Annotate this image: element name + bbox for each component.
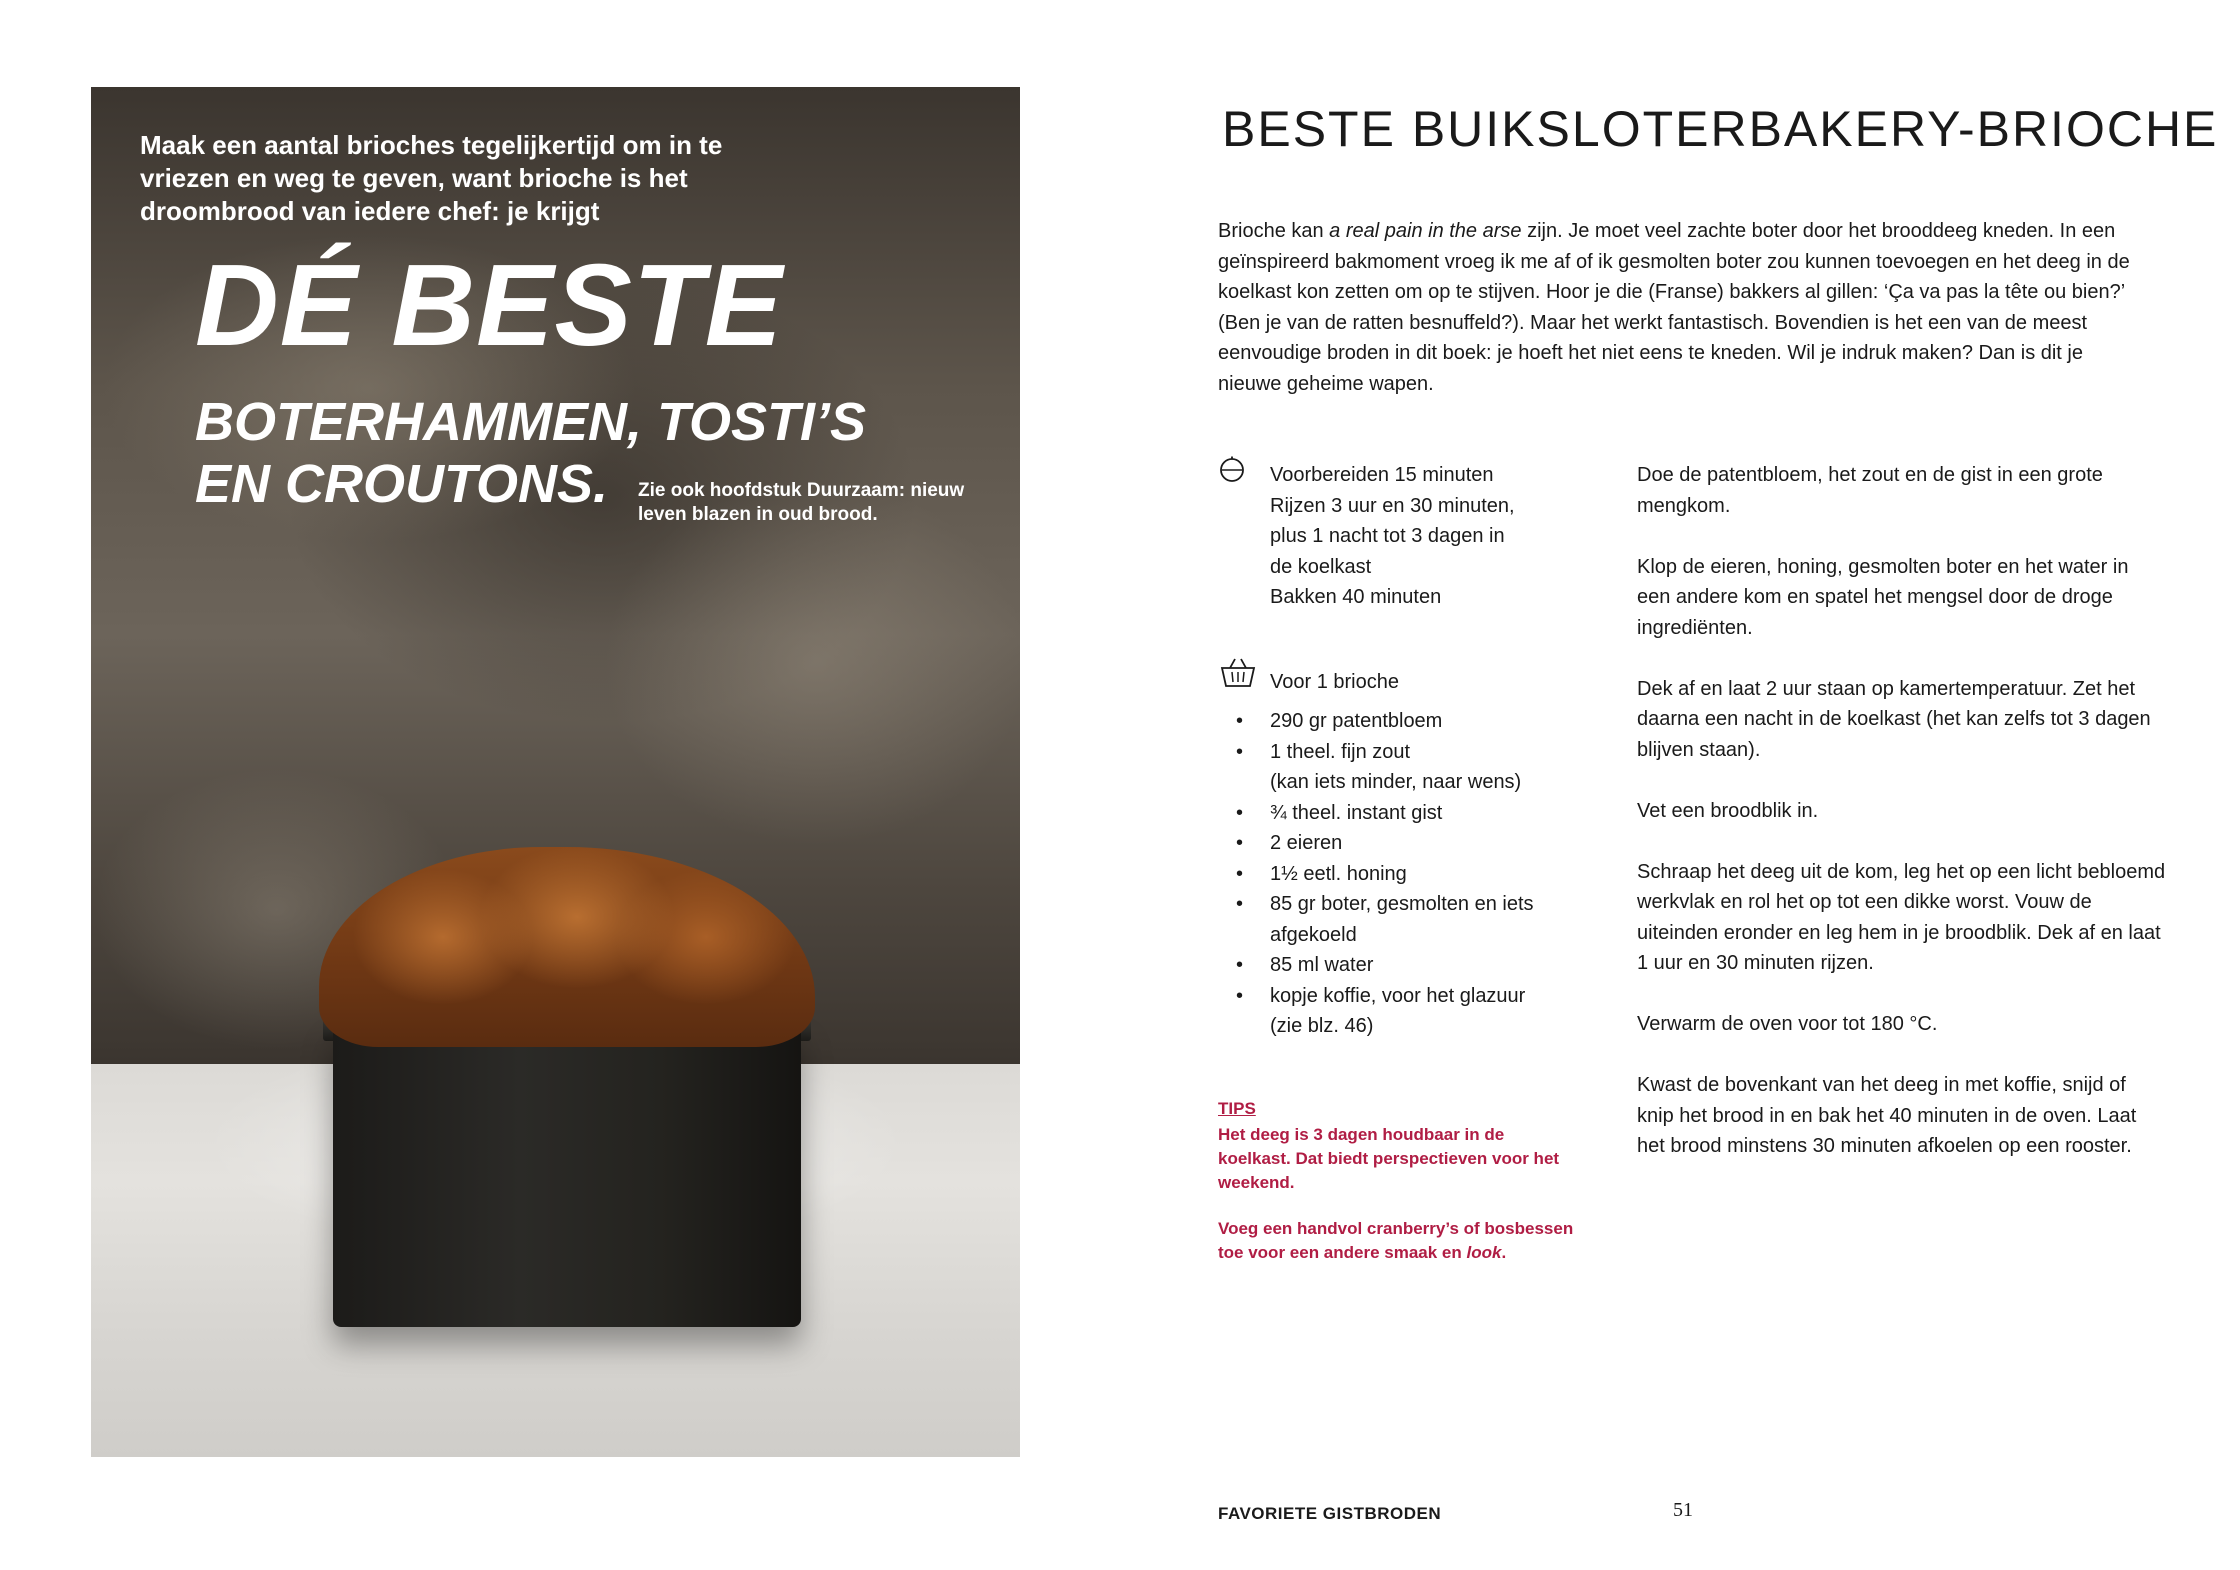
list-item — [1218, 859, 1618, 890]
recipe-intro — [1218, 216, 2150, 399]
timing-lines — [1270, 460, 1600, 613]
ingredient-sub: afgekoeld — [1270, 923, 1357, 946]
ingredients-label: Voor 1 brioche — [1270, 671, 1399, 693]
ingredient-line: 2 eieren — [1270, 832, 1343, 854]
headline-line-2: BOTERHAMMEN, TOSTI’S — [195, 392, 867, 452]
tip-2-text: Voeg een handvol cranberry’s of bosbessen toe voor een andere smaak en — [1218, 1219, 1574, 1262]
intro-part-2: zijn. Je moet veel zachte boter door het brooddeeg kneden. In een geïnspireerd bakmoment vroeg ik me af of ik gesmolten boter zou kunnen toevoegen en het deeg in de koelkast kon zetten om op te stijven. Hoor je die (Franse) bakkers al gillen: ‘Ça va pas la tête ou bien?’ (Ben je van de ratten besnuffeld?). Maar het werkt fantastisch. Bovendien is het een van de meest eenvoudige broden in dit boek: je hoeft het niet eens te kneden. Wil je indruk maken? Dan is dit je nieuwe geheime wapen. — [1218, 220, 2130, 395]
bullet-icon: • — [1236, 710, 1244, 732]
bullet-icon: • — [1236, 954, 1244, 976]
timing-line: Voorbereiden 15 minuten — [1270, 464, 1494, 486]
brioche-photo — [91, 87, 1020, 1457]
brioche-loaf — [319, 847, 815, 1047]
tip-2 — [1218, 1217, 1578, 1265]
list-item — [1218, 981, 1618, 1042]
headline-big: DÉ BESTE — [195, 240, 784, 370]
tips-heading: TIPS — [1218, 1099, 1256, 1118]
ingredient-line: 1½ eetl. honing — [1270, 862, 1407, 885]
ingredient-line: 290 gr patentbloem — [1270, 710, 1443, 732]
step: Doe de patentbloem, het zout en de gist in een grote mengkom. — [1637, 464, 2103, 517]
tip-2-emphasis: look — [1466, 1243, 1502, 1262]
tips-block — [1218, 1097, 1578, 1287]
ingredient-sub: (zie blz. 46) — [1270, 1015, 1374, 1037]
tip-1: Het deeg is 3 dagen houdbaar in de koelkast. Dat biedt perspectieven voor het weekend. — [1218, 1125, 1560, 1192]
list-item — [1218, 798, 1618, 829]
chapter-footer: FAVORIETE GISTBRODEN — [1218, 1504, 1442, 1523]
list-item — [1218, 737, 1618, 798]
ingredient-line: 85 gr boter, gesmolten en iets — [1270, 893, 1534, 915]
timer-icon — [1218, 455, 1246, 483]
list-item — [1218, 889, 1618, 950]
loaf-tin — [333, 1027, 801, 1327]
bullet-icon: • — [1236, 984, 1244, 1007]
step: Kwast de bovenkant van het deeg in met koffie, snijd of knip het brood in en bak het 40 minuten in de oven. Laat het brood minstens 30 minuten afkoelen op een rooster. — [1637, 1074, 2137, 1157]
recipe-title: BESTE BUIKSLOTERBAKERY-BRIOCHE — [1222, 101, 2219, 157]
list-item — [1218, 950, 1618, 981]
bullet-icon: • — [1236, 801, 1244, 824]
ingredients-list — [1218, 706, 1618, 1042]
bullet-icon: • — [1236, 893, 1244, 915]
timing-line: plus 1 nacht tot 3 dagen in — [1270, 525, 1505, 547]
list-item — [1218, 706, 1618, 737]
tip-2-end: . — [1501, 1243, 1507, 1262]
basket-icon — [1218, 657, 1246, 685]
ingredient-line: kopje koffie, voor het glazuur — [1270, 984, 1526, 1007]
step: Schraap het deeg uit de kom, leg het op een licht bebloemd werkvlak en rol het op tot een dikke worst. Vouw de uiteinden eronder en leg hem in je broodblik. Dek af en laat 1 uur en 30 minuten rijzen. — [1637, 860, 2166, 974]
ingredient-line: 85 ml water — [1270, 954, 1374, 976]
photo-intro-text: Maak een aantal brioches tegelijkertijd om in te vriezen en weg te geven, want brioche is het droombrood van iedere chef: je krijgt — [140, 130, 723, 226]
bullet-icon: • — [1236, 832, 1244, 854]
step: Vet een broodblik in. — [1637, 799, 1819, 822]
list-item — [1218, 828, 1618, 859]
timing-line: Bakken 40 minuten — [1270, 586, 1442, 608]
timing-line: de koelkast — [1270, 555, 1372, 578]
intro-emphasis: a real pain in the arse — [1329, 220, 1522, 242]
headline-line-3: EN CROUTONS. — [195, 454, 609, 514]
step: Verwarm de oven voor tot 180 °C. — [1637, 1013, 1938, 1035]
step: Dek af en laat 2 uur staan op kamertemperatuur. Zet het daarna een nacht in de koelkast (het kan zelfs tot 3 dagen blijven staan). — [1637, 677, 2151, 761]
bullet-icon: • — [1236, 740, 1244, 763]
ingredient-line: ¾ theel. instant gist — [1270, 801, 1443, 824]
ingredient-line: 1 theel. fijn zout — [1270, 740, 1411, 763]
side-note: Zie ook hoofdstuk Duurzaam: nieuw leven blazen in oud brood. — [638, 480, 965, 525]
bullet-icon: • — [1236, 862, 1244, 885]
step: Klop de eieren, honing, gesmolten boter en het water in een andere kom en spatel het mengsel door de droge ingrediënten. — [1637, 555, 2129, 639]
method-steps — [1637, 460, 2167, 1192]
ingredient-sub: (kan iets minder, naar wens) — [1270, 771, 1522, 793]
intro-part-1: Brioche kan — [1218, 220, 1330, 242]
timing-line: Rijzen 3 uur en 30 minuten, — [1270, 494, 1515, 517]
page-number: 51 — [1673, 1499, 1693, 1521]
